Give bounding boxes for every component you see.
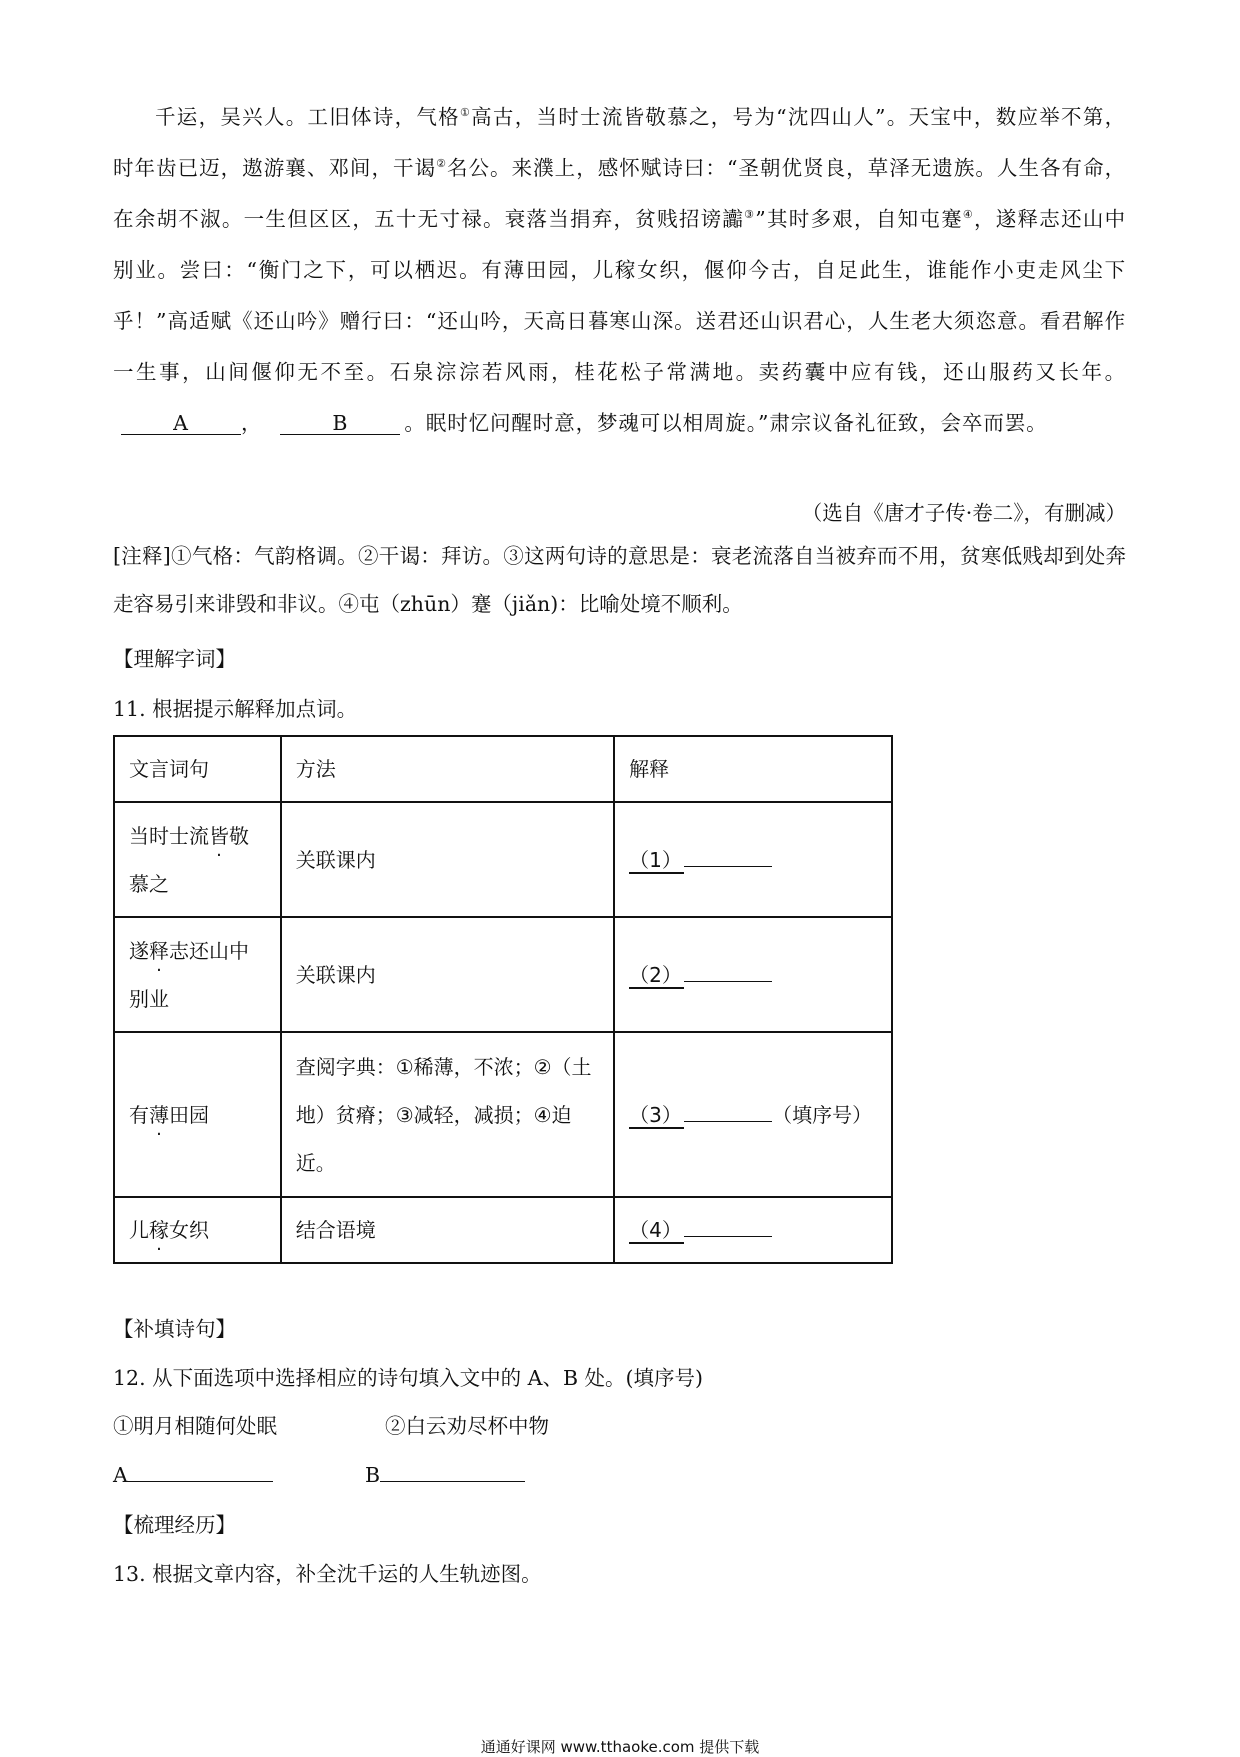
- passage-text: 千运，吴兴人。工旧体诗，气格: [155, 105, 460, 129]
- answer-cell[interactable]: [614, 1197, 892, 1263]
- table-row: [114, 1032, 892, 1197]
- annotation-note: [注释]①气格：气韵格调。②干谒：拜访。③这两句诗的意思是：衰老流落自当被弃而不用，贫寒低贱却到处奔走容易引来诽毁和非议。④屯（zhūn）蹇（jiǎn)：比喻处境不顺利。: [113, 544, 1126, 616]
- section-heading: 【理解字词】: [113, 647, 236, 671]
- answer-b-blank[interactable]: [380, 1481, 525, 1482]
- method-cell: 关联课内: [281, 802, 614, 917]
- section-heading: 【补填诗句】: [113, 1317, 236, 1341]
- passage: [113, 92, 1126, 449]
- option-2: ②白云劝尽杯中物: [385, 1414, 549, 1438]
- footnote-marker: ③: [744, 208, 756, 222]
- dotted-word: 薄: [149, 1102, 169, 1127]
- dotted-word: 皆: [209, 823, 229, 848]
- phrase-cell: 儿稼女织: [114, 1197, 281, 1263]
- dotted-word: 稼: [149, 1218, 169, 1242]
- table-row: [114, 802, 892, 917]
- answer-a-blank[interactable]: [128, 1481, 273, 1482]
- fill-hint: （填序号）: [772, 1102, 873, 1127]
- footnote-marker: ①: [459, 106, 472, 120]
- table-row: [114, 917, 892, 1032]
- dotted-word: 释: [149, 938, 169, 963]
- phrase-cell: 有薄田园: [114, 1032, 281, 1197]
- answer-blank[interactable]: [684, 1121, 772, 1122]
- table-header: 解释: [614, 736, 892, 802]
- footnote-marker: ②: [436, 157, 447, 171]
- table-header-row: [114, 736, 892, 802]
- answer-blank-label: （2）: [629, 963, 684, 989]
- question-12: 12. 从下面选项中选择相应的诗句填入文中的 A、B 处。(填序号): [113, 1366, 704, 1390]
- table-header: 文言词句: [114, 736, 281, 802]
- passage-text: ，: [241, 411, 263, 435]
- passage-text: 高古，当时士流皆敬慕之，号为“沈四山人”。天宝中，数应举不第，时年齿已迈，遨游襄、邓间，干谒: [113, 105, 1127, 180]
- table-row: [114, 1197, 892, 1263]
- question-13: 13. 根据文章内容，补全沈千运的人生轨迹图。: [113, 1562, 542, 1586]
- source-citation: （选自《唐才子传·卷二》，有删减）: [801, 501, 1126, 525]
- method-cell: 查阅字典：①稀薄，不浓；②（土地）贫瘠；③减轻，减损；④迫近。: [281, 1032, 614, 1197]
- answer-blank-label: （4）: [629, 1218, 684, 1244]
- footnote-marker: ④: [962, 208, 975, 222]
- answer-blank-label: （3）: [629, 1103, 684, 1129]
- answer-blank-label: （1）: [629, 848, 684, 874]
- answer-blank[interactable]: [684, 1236, 772, 1237]
- blank-b[interactable]: B: [280, 412, 400, 435]
- passage-text: ”其时多艰，自知屯蹇: [755, 207, 963, 231]
- option-1: ①明月相随何处眠: [113, 1414, 277, 1438]
- answer-a-line[interactable]: A: [113, 1460, 273, 1490]
- answer-cell[interactable]: [614, 802, 892, 917]
- question-11: 11. 根据提示解释加点词。: [113, 697, 358, 721]
- phrase-cell: 遂释志还山中别业: [114, 917, 281, 1032]
- section-heading: 【梳理经历】: [113, 1513, 236, 1537]
- method-cell: 关联课内: [281, 917, 614, 1032]
- answer-blank[interactable]: [684, 981, 772, 982]
- method-cell: 结合语境: [281, 1197, 614, 1263]
- answer-cell[interactable]: [614, 1032, 892, 1197]
- page-footer: 通通好课网 www.tthaoke.com 提供下载: [480, 1738, 760, 1756]
- vocabulary-table: [113, 735, 893, 1264]
- table-header: 方法: [281, 736, 614, 802]
- blank-a[interactable]: A: [121, 412, 241, 435]
- phrase-cell: 当时士流皆敬慕之: [114, 802, 281, 917]
- passage-text: 。眠时忆问醒时意，梦魂可以相周旋。”肃宗议备礼征致，会卒而罢。: [404, 411, 1048, 435]
- passage-text: ，遂释志还山中别业。尝曰：“衡门之下，可以栖迟。有薄田园，儿稼女织，偃仰今古，自足此生，谁能作小吏走风尘下乎！”高适赋《还山吟》赠行曰：“还山吟，天高日暮寒山深。送君还山识君心，人生老大须恣意。看君解作一生事，山间偃仰无不至。石泉淙淙若风雨，桂花松子常满地。卖药囊中应有钱，还山服药又长年。: [113, 207, 1126, 384]
- passage-text: 名公。来濮上，感怀赋诗曰：“圣朝优贤良，草泽无遗族。人生各有命，在余胡不淑。一生但区区，五十无寸禄。衰落当捐弃，贫贱招谤讟: [113, 156, 1127, 231]
- answer-cell[interactable]: [614, 917, 892, 1032]
- answer-b-line[interactable]: B: [365, 1460, 525, 1490]
- answer-blank[interactable]: [684, 866, 772, 867]
